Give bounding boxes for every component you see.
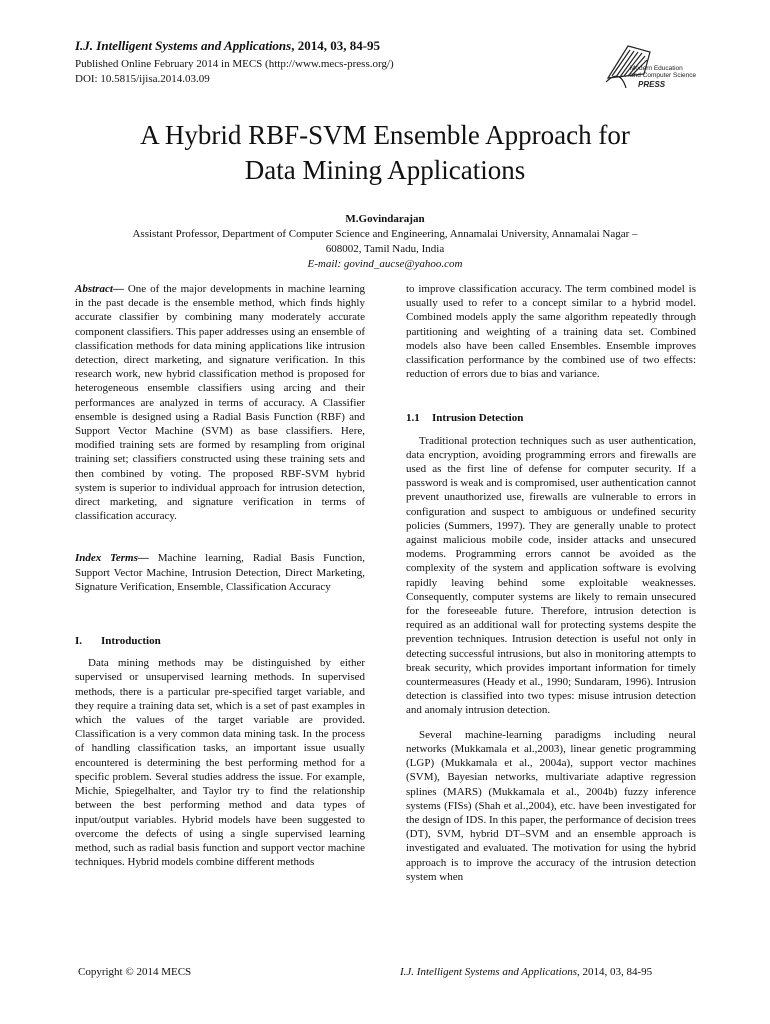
abstract [75,282,365,523]
author-block [60,212,710,272]
intro-paragraph: Data mining methods may be distinguished by either supervised or unsupervised learning methods. In supervised methods, there is a particular pre-specified target variable, and they require a training data set, which is a set of past examples in which the values of the target variable are provided. Classification is a very common data mining task. In the process of handling classification tasks, an important issue usually encountered is determining the best performing method for a specific problem. Several studies address the issue. For example, Michie, Spiegelhalter, and Taylor try to find the relationship between the best performing method and data types of input/output variables. Hybrid models have been suggested to overcome the defects of using a single supervised learning method, such as radial basis function and support vector machine techniques. Hybrid models combine different methods [75,657,365,869]
subsection-title: Intrusion Detection [432,412,524,425]
affiliation-line-1: Assistant Professor, Department of Computer Science and Engineering, Annamalai University, Annamalai Nagar – [132,228,638,240]
footer-journal-name: I.J. Intelligent Systems and Applications [400,966,577,978]
subsection-heading [406,411,696,425]
title-line-1: A Hybrid RBF-SVM Ensemble Approach for [140,120,630,150]
left-column [75,282,365,869]
logo-text-line1: Modern Education [630,65,683,72]
intro-number: I. [75,635,83,648]
subsection-number: 1.1 [406,412,420,425]
doi-line: DOI: 10.5815/ijisa.2014.03.09 [75,73,210,85]
intro-continuation: to improve classification accuracy. The term combined model is usually used to refer to a concept similar to a hybrid model. Combined models apply the same algorithm repeatedly through partitioning and weighting of a training data set. Combined models also have been called Ensembles. Ensemble improves classification performance by the combined use of two effects: reduction of errors due to bias and variance. [406,283,696,381]
intro-title: Introduction [101,635,161,648]
mecs-press-logo [600,38,700,98]
footer-copyright: Copyright © 2014 MECS [78,966,192,978]
intrusion-paragraph-2: Several machine-learning paradigms including neural networks (Mukkamala et al.,2003), linear genetic programming (LGP) (Mukkamala et al., 2004a), support vector machines (SVM), Bayesian networks, multivariate adaptive regression splines (MARS) (Mukkamala et al., 2004b) fuzzy inference systems (FISs) (Shah et al.,2004), etc. have been investigated for the design of IDS. In this paper, the performance of decision trees (DT), SVM, hybrid DT–SVM and an ensemble approach is investigated and evaluated. The motivation for using the hybrid approach is to improve the accuracy of the intrusion detection system when [406,728,696,883]
affiliation-line-2: 608002, Tamil Nadu, India [325,243,445,255]
journal-name: I.J. Intelligent Systems and Applications [75,38,292,53]
index-terms-text: Machine learning, Radial Basis Function, Support Vector Machine, Intrusion Detection, Direct Marketing, Signature Verification, Ensemble, Classification Accuracy [75,552,366,593]
intro-heading [75,634,365,648]
index-terms-label: Index Terms— [75,552,149,565]
logo-text-press: PRESS [638,80,666,89]
intrusion-paragraph-1: Traditional protection techniques such as user authentication, data encryption, avoiding programming errors and firewalls are used as the first line of defense for computer security. If a password is weak and is compromised, user authentication cannot prevent unauthorized use, firewalls are vulnerable to errors in configuration and suspect to ambiguous or undefined security policies (Summers, 1997). They are generally unable to protect against malicious mobile code, insider attacks and unsecured modems. Programming errors cannot be avoided as the complexity of the system and application software is evolving rapidly leaving behind some exploitable weaknesses. Consequently, computer systems are likely to remain unsecured for the foreseeable future. Therefore, intrusion detection is required as an additional wall for protecting systems despite the prevention techniques. Intrusion detection is useful not only in detecting successful intrusions, but also in monitoring attempts to break security, which provides important information for timely countermeasures (Heady et al., 1990; Sundaram, 1996). Intrusion detection is classified into two types: misuse intrusion detection and anomaly intrusion detection. [406,434,696,717]
paper-title [60,118,710,188]
title-line-2: Data Mining Applications [244,155,526,185]
published-line: Published Online February 2014 in MECS (http://www.mecs-press.org/) [75,58,394,70]
running-header [75,38,595,87]
author-email: E-mail: govind_aucse@yahoo.com [307,258,463,270]
right-column [406,282,696,884]
logo-text-line2: and Computer Science [630,72,697,79]
footer-journal-volume: , 2014, 03, 84-95 [577,966,653,978]
abstract-label: Abstract— [75,283,124,295]
footer-journal [400,966,652,978]
journal-citation [75,38,595,54]
index-terms [75,551,365,594]
journal-volume: , 2014, 03, 84-95 [291,38,381,53]
author-name: M.Govindarajan [345,213,425,225]
abstract-text: One of the major developments in machine learning in the past decade is the ensemble method, which finds highly accurate classifier by combining many moderately accurate component classifiers. This paper addresses using an ensemble of classification methods for data mining applications like intrusion detection, direct marketing, and signature verification. In this research work, new hybrid classification method is proposed for heterogeneous ensemble classifiers using arcing and their performances are analyzed in terms of accuracy. A Classifier ensemble is designed using a Radial Basis Function (RBF) and Support Vector Machine (SVM) as base classifiers. Here, modified training sets are formed by resampling from original training set; classifiers constructed using these training sets and then combined by voting. The proposed RBF-SVM hybrid system is superior to individual approach for intrusion detection, direct marketing, and signature verification in terms of classification accuracy. [75,283,365,523]
